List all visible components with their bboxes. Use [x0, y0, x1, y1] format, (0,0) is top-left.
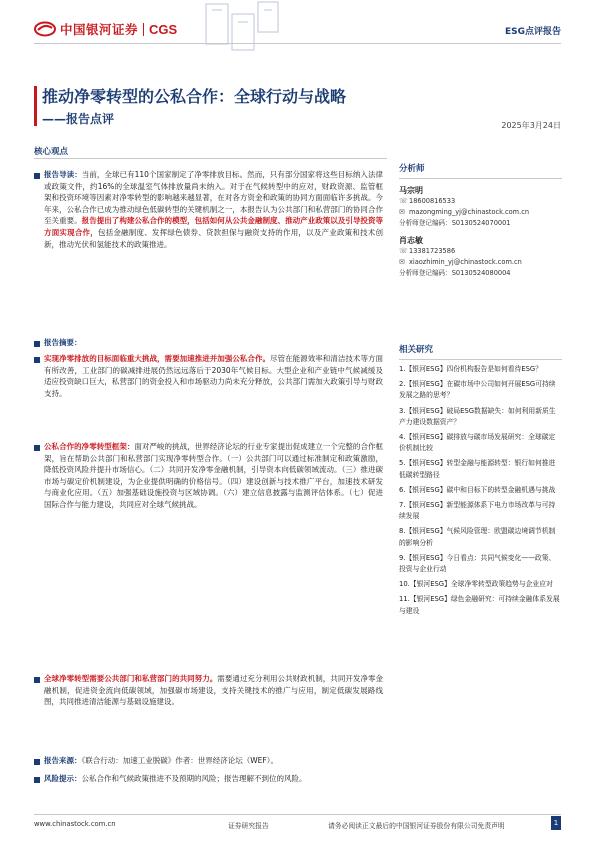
summary-point-2-text: 面对严峻的挑战，世界经济论坛的行业专家提出促成建立一个完整的合作框架，旨在帮助公共部门和私营部门实现净零转型合作。（一）公共部门可以通过标准制定和政策激励，降低投资风险并提升市场信心。（二）共同开发净零金融机制，引导资本向低碳领域流动。（三）推进碳市场与碳定价机制建设，为企业提供明确的价格信号。（四）建设创新与技术推广平台，加速技术研发与商业化应用。（五）加强基础设施投资与区域协调。（六）建立信息披露与监测评估体系。（七）促进国际合作与能力建设，共同应对全球气候挑战。: [44, 442, 384, 509]
summary-point-1-title: 实现净零排放的目标面临重大挑战，需要加速推进并加强公私合作。: [44, 354, 271, 363]
analyst-phone-row: [399, 196, 562, 207]
related-research-title: 相关研究: [399, 343, 562, 360]
summary-point-3-text: 需要通过充分利用公共财政机制，共同开发净零金融机制，促进资金流向低碳领域，加强碳市场建设，支持关键技术的推广与应用，制定低碳发展路线图，共同推进清洁能源与基础设施建设。: [44, 674, 384, 707]
header-divider: [34, 43, 561, 44]
bullet-icon: [34, 173, 40, 179]
related-research-item[interactable]: 9.【银河ESG】今日看点：共同气候变化——政策、投资与企业行动: [399, 553, 556, 574]
related-research-item[interactable]: 1.【银河ESG】四份机构报告是如何看待ESG？: [399, 365, 542, 373]
related-research-item[interactable]: 5.【银河ESG】转型金融与能源转型：银行如何推进低碳转型路径: [399, 459, 556, 479]
footer-divider: [34, 814, 561, 815]
report-guide-paragraph: [44, 169, 383, 250]
related-research-item[interactable]: 3.【银河ESG】破局ESG数据缺失：如何利用新质生产力建设数据资产？: [399, 406, 556, 426]
analyst-name: 肖志敏: [399, 236, 423, 245]
analyst-phone[interactable]: 13381723586: [409, 247, 456, 255]
related-research-item[interactable]: 7.【银河ESG】新型能源体系下电力市场改革与可持续发展: [399, 501, 556, 521]
report-guide-text: 当前，全球已有110个国家制定了净零排放目标。然而，只有部分国家将这些目标纳入法律或政策文件，约16%的全球温室气体排放量尚未纳入。对于在气候转型中的应对，财政资源、监管框架和投资环境等因素对净零转型的影响越来越显著，在对各方资金和政策的协同方面面临许多挑战。今年来，公私合作已成为推动绿色低碳转型的关键机制之一，本报告认为公共部门和私营部门的协同合作至关重要。: [44, 170, 383, 226]
bullet-icon: [34, 759, 40, 765]
risk-warning: [44, 773, 383, 785]
core-views-label: 核心观点: [34, 147, 69, 157]
related-research-item[interactable]: 2.【银河ESG】在碳市场中公司如何开展ESG可持续发展之路的思考？: [399, 380, 556, 400]
bullet-icon: [34, 777, 40, 783]
risk-warning-text: 公私合作和气候政策推进不及预期的风险；报告理解不到位的风险。: [81, 774, 307, 783]
bullet-icon: [34, 341, 40, 347]
logo-divider: [143, 23, 144, 36]
analyst-phone[interactable]: 18600816533: [409, 197, 456, 205]
report-source: [44, 755, 383, 767]
analyst-email-row: [399, 257, 562, 268]
analyst-cert: 分析师登记编码：S0130524080004: [399, 269, 511, 277]
company-logo: [34, 20, 177, 38]
summary-label-row: [44, 337, 383, 349]
report-date: 2025年3月24日: [501, 121, 561, 130]
analyst-cert-row: [399, 218, 562, 229]
summary-label: 报告摘要：: [44, 338, 82, 347]
related-research-item[interactable]: 11.【银河ESG】绿色金融研究：可持续金融体系发展与建设: [399, 595, 560, 615]
related-research-panel: [399, 343, 562, 617]
logo-text-en: CGS: [149, 21, 178, 37]
report-source-head: 报告来源：: [44, 756, 82, 765]
phone-icon: ☏: [399, 197, 408, 205]
report-type-label: ESG点评报告: [504, 27, 561, 37]
summary-point-3: [44, 673, 383, 708]
related-research-item[interactable]: 6.【银河ESG】碳中和目标下的转型金融机遇与挑战: [399, 485, 556, 494]
phone-icon: ☏: [399, 247, 408, 255]
report-subtitle: ——报告点评: [42, 112, 115, 126]
risk-warning-head: 风险提示：: [44, 774, 82, 783]
summary-point-3-title: 全球净零转型需要公共部门和私营部门的共同努力。: [44, 674, 218, 683]
page-header: [0, 0, 595, 70]
analysts-panel: [399, 162, 562, 279]
email-icon: ✉: [399, 208, 405, 216]
related-research-item[interactable]: 8.【银河ESG】气候风险管理：欧盟碳边境调节机制的影响分析: [399, 527, 556, 547]
analyst-cert-row: [399, 268, 562, 279]
related-research-item[interactable]: 10.【银河ESG】全球净零转型政策趋势与企业应对: [399, 580, 553, 589]
page-number: 1: [551, 816, 561, 830]
summary-point-2-title: 公私合作的净零转型框架：: [44, 442, 135, 451]
summary-point-1: [44, 353, 383, 399]
logo-text-cn: 中国银河证券: [60, 22, 139, 37]
report-guide-head: 报告导读：: [44, 170, 82, 179]
title-accent-bar: [34, 86, 37, 126]
analyst-phone-row: [399, 246, 562, 257]
report-guide-highlight: 报告提出了构建公私合作的模型，包括如何从公共金融制度、推动产业政策以及引导投资等方面实现合作，: [44, 216, 383, 237]
bullet-icon: [34, 677, 40, 683]
analyst-cert: 分析师登记编码：S0130524070001: [399, 219, 511, 227]
footer-disclaimer: 请务必阅读正文最后的中国银河证券股份有限公司免责声明: [328, 822, 505, 830]
logo-mark-icon: [34, 21, 56, 37]
analysts-title: 分析师: [399, 162, 562, 179]
report-title: 推动净零转型的公私合作：全球行动与战略: [42, 87, 347, 106]
summary-point-1-text: 尽管在能源效率和清洁技术等方面有所改善，工业部门的碳减排进展仍然远远落后于2030年气候目标。大型企业和产业链中气候减缓及适应投资缺口巨大，私营部门的资金投入和市场驱动力尚未充分释放，公共部门需加大政策引导与财政支持。: [44, 354, 384, 398]
email-icon: ✉: [399, 258, 405, 266]
header-decoration: [198, 0, 284, 64]
core-views-divider: [34, 158, 387, 159]
report-source-text: 《联合行动：加速工业脱碳》作者：世界经济论坛（WEF）。: [81, 756, 278, 765]
analyst-email[interactable]: mazongming_yj@chinastock.com.cn: [409, 208, 530, 216]
related-research-item[interactable]: 4.【银河ESG】碳排放与碳市场发展研究：全球碳定价机制比较: [399, 433, 556, 453]
report-guide-tail: 包括金融制度、发挥绿色债券、贷款担保与融资支持的作用，以及产业政策和技术创新，推动光伏和氢能技术的政策推进。: [44, 227, 384, 249]
bullet-icon: [34, 445, 40, 451]
analyst-email-row: [399, 207, 562, 218]
bullet-icon: [34, 357, 40, 363]
analyst-email[interactable]: xiaozhimin_yj@chinastock.com.cn: [409, 258, 522, 266]
analyst-name: 马宗明: [399, 186, 423, 195]
footer-url[interactable]: www.chinastock.com.cn: [34, 820, 116, 828]
footer-center-label: 证券研究报告: [228, 822, 269, 830]
summary-point-2: [44, 441, 383, 511]
